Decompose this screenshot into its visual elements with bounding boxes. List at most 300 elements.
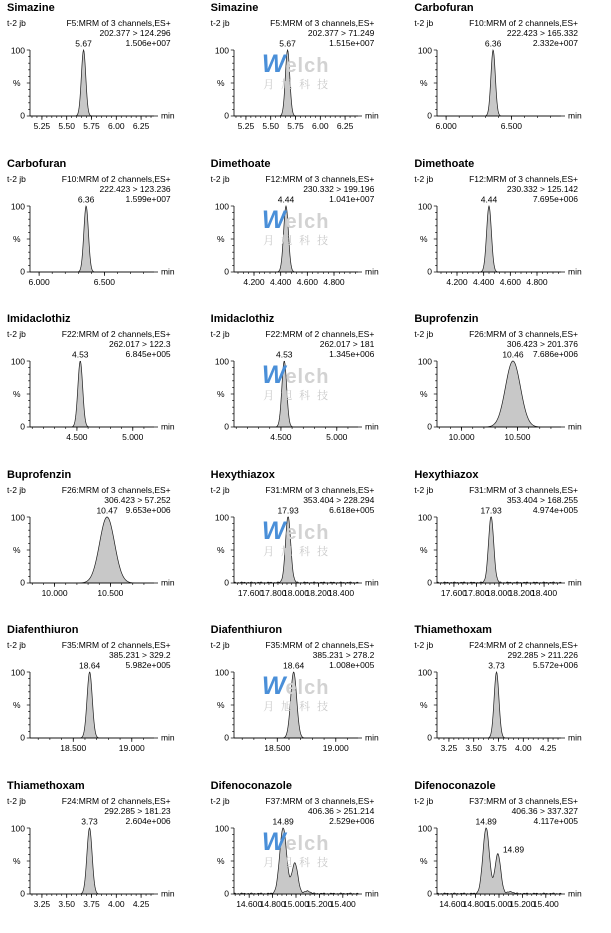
x-tick-label: 6.25 [336,121,354,131]
watermark-w-icon: W [261,827,286,856]
y-axis-max-label: 100 [418,201,433,211]
x-tick-label: 10.500 [97,587,124,598]
sample-id: t-2 jb [7,173,26,184]
x-tick-label: 4.800 [323,276,345,287]
peak-area [234,361,358,427]
transition-info: 202.377 > 71.249 [307,28,375,38]
intensity-value: 4.117e+005 [533,815,578,826]
watermark-brand: Welch [261,672,330,700]
intensity-value: 2.604e+006 [125,815,171,826]
x-tick-label: 14.800 [259,898,286,909]
x-tick-label: 14.600 [235,898,262,909]
chromatogram-plot[interactable] [0,156,204,312]
x-tick-label: 3.75 [490,743,508,753]
function-info: F10:MRM of 2 channels,ES+ [469,18,578,28]
x-axis-unit-label: min [160,576,175,588]
peak-area [234,517,358,583]
intensity-value: 5.572e+006 [532,660,578,670]
transition-info: 385.231 > 329.2 [108,650,171,660]
function-info: F22:MRM of 2 channels,ES+ [265,329,375,339]
function-info: F37:MRM of 3 channels,ES+ [265,795,375,806]
watermark-chinese-text: 月旭科技 [263,234,336,247]
x-tick-label: 3.25 [33,898,51,909]
x-axis-unit-label: min [160,421,175,432]
x-tick-label: 17.800 [260,587,287,598]
compound-title: Difenoconazole [210,779,292,792]
watermark-brand: Welch [261,361,330,389]
y-axis-max-label: 100 [10,511,25,523]
y-axis-min-label: 0 [223,421,229,432]
y-axis-max-label: 100 [214,667,229,678]
chromatogram-panel[interactable] [407,778,611,933]
peak-rt-label: 10.47 [96,504,118,516]
chromatogram-plot[interactable] [407,156,611,312]
x-tick-label: 3.50 [58,898,75,909]
y-axis-unit-label: % [216,700,225,710]
x-tick-label: 15.200 [509,898,536,909]
compound-title: Diafenthiuron [7,624,79,636]
compound-title: Hexythiazox [210,468,275,481]
x-axis-unit-label: min [364,266,379,276]
compound-title: Buprofenzin [414,313,479,325]
sample-id: t-2 jb [414,18,434,28]
x-tick-label: 6.500 [501,121,523,131]
x-tick-label: 18.000 [486,587,513,598]
x-tick-label: 4.25 [540,743,557,753]
x-tick-label: 4.200 [243,276,265,287]
y-axis-max-label: 100 [10,822,25,834]
x-axis-unit-label: min [160,265,175,277]
x-tick-label: 4.00 [108,898,125,909]
function-info: F35:MRM of 2 channels,ES+ [61,640,171,650]
sample-id: t-2 jb [210,484,230,495]
transition-info: 222.423 > 123.236 [99,183,171,194]
sample-id: t-2 jb [414,173,434,184]
intensity-value: 4.974e+005 [532,504,578,515]
intensity-value: 1.041e+007 [329,193,375,204]
x-tick-label: 4.800 [526,276,548,287]
x-tick-label: 18.400 [531,587,558,598]
sample-id: t-2 jb [210,18,230,28]
peak-rt-label: 3.73 [81,815,98,827]
x-tick-label: 19.000 [322,743,349,753]
x-tick-label: 14.600 [439,898,466,909]
intensity-value: 1.599e+007 [125,193,171,204]
x-tick-label: 5.75 [286,121,304,131]
y-axis-unit-label: % [420,700,428,710]
x-tick-label: 6.25 [132,120,150,132]
sample-id: t-2 jb [210,173,230,184]
sample-id: t-2 jb [414,329,434,339]
y-axis-unit-label: % [216,855,225,866]
compound-title: Carbofuran [414,2,474,14]
compound-title: Buprofenzin [7,468,72,481]
x-tick-label: 5.000 [122,431,144,443]
peak-rt-label: 4.44 [481,194,498,204]
y-axis-min-label: 0 [20,110,25,121]
transition-info: 292.285 > 181.23 [104,805,171,816]
chromatogram-plot[interactable] [0,467,204,623]
chromatogram-panel[interactable] [0,467,204,623]
compound-title: Simazine [7,2,55,14]
peak-area [30,206,154,272]
x-tick-label: 19.000 [118,742,145,754]
y-axis-unit-label: % [12,544,21,555]
peak-area [234,672,358,738]
sample-id: t-2 jb [7,18,26,28]
intensity-value: 7.686e+006 [532,349,578,359]
chromatogram-panel[interactable] [407,622,611,778]
chromatogram-plot[interactable] [407,467,611,623]
peak-area [437,517,561,583]
y-axis-unit-label: % [216,233,225,244]
intensity-value: 2.529e+006 [329,815,375,826]
sample-id: t-2 jb [210,329,230,339]
x-tick-label: 15.400 [329,898,356,909]
transition-info: 222.423 > 165.332 [506,28,578,38]
transition-info: 406.36 > 337.327 [511,805,578,816]
peak-rt-label: 5.67 [75,38,92,49]
x-tick-label: 4.400 [269,276,291,287]
y-axis-min-label: 0 [427,110,433,121]
x-tick-label: 10.500 [504,432,531,442]
watermark-w-icon: W [261,672,286,700]
x-tick-label: 15.200 [306,898,333,909]
y-axis-max-label: 100 [10,45,25,56]
y-axis-max-label: 100 [10,667,25,678]
chromatogram-panel[interactable] [0,0,204,156]
intensity-value: 6.618e+005 [329,504,375,515]
chromatogram-panel[interactable] [407,156,611,312]
peak-rt-label: 17.93 [480,505,503,515]
y-axis-min-label: 0 [223,110,229,121]
intensity-value: 6.845e+005 [125,349,171,359]
x-axis-unit-label: min [568,732,583,743]
chromatogram-panel[interactable] [204,467,408,623]
transition-info: 230.332 > 199.196 [303,183,375,194]
x-tick-label: 5.50 [58,120,75,132]
function-info: F31:MRM of 3 channels,ES+ [265,484,375,495]
compound-title: Imidaclothiz [210,313,275,325]
chromatogram-panel[interactable] [0,778,204,933]
function-info: F22:MRM of 2 channels,ES+ [61,329,171,339]
y-axis-unit-label: % [12,77,21,89]
compound-title: Simazine [210,2,259,14]
function-info: F31:MRM of 3 channels,ES+ [469,484,578,495]
function-info: F37:MRM of 3 channels,ES+ [469,795,578,806]
peak-rt-label: 4.53 [275,349,293,360]
y-axis-unit-label: % [420,78,428,88]
peak-area [30,828,154,894]
peak-area [30,361,154,427]
chromatogram-plot[interactable] [407,0,611,156]
chromatogram-plot[interactable] [204,622,408,778]
x-axis-unit-label: min [568,888,583,898]
transition-info: 292.285 > 211.226 [507,650,578,660]
y-axis-unit-label: % [420,389,428,399]
peak-rt-label: 14.89 [475,816,498,826]
x-axis-unit-label: min [160,887,175,899]
transition-info: 230.332 > 125.142 [506,183,578,194]
x-tick-label: 6.00 [108,120,125,132]
compound-title: Imidaclothiz [7,313,71,325]
chromatogram-panel[interactable] [204,156,408,312]
y-axis-min-label: 0 [427,421,433,432]
watermark-w-icon: W [261,205,286,234]
y-axis-min-label: 0 [223,577,229,587]
function-info: F10:MRM of 2 channels,ES+ [61,173,171,184]
y-axis-unit-label: % [216,389,225,399]
x-tick-label: 4.600 [296,276,318,287]
x-tick-label: 3.25 [440,743,458,753]
sample-id: t-2 jb [7,484,26,495]
y-axis-max-label: 100 [418,823,433,833]
peak-area [30,50,154,116]
watermark-chinese-text: 月旭科技 [263,701,336,713]
peak-rt-label: 18.64 [282,660,304,671]
x-tick-label: 5.50 [262,121,279,131]
chromatogram-plot[interactable] [204,311,408,467]
chromatogram-panel[interactable] [407,311,611,467]
x-tick-label: 10.000 [448,432,475,442]
peak-rt-label: 6.36 [485,38,502,49]
x-axis-unit-label: min [364,110,379,121]
y-axis-min-label: 0 [427,888,433,898]
chromatogram-panel[interactable] [204,311,408,467]
transition-info: 353.404 > 228.294 [303,494,375,505]
watermark-w-icon: W [261,516,286,545]
sample-id: t-2 jb [414,484,434,495]
peak-rt-label: 6.36 [77,193,95,205]
compound-title: Dimethoate [414,157,475,170]
x-tick-label: 18.500 [263,743,290,753]
transition-info: 385.231 > 278.2 [312,650,375,660]
watermark-chinese-text: 月旭科技 [263,856,336,869]
peak-area [437,672,561,738]
x-tick-label: 17.800 [463,587,490,598]
intensity-value: 5.982e+005 [125,660,171,670]
watermark-w-icon: W [261,361,286,389]
intensity-value: 1.008e+005 [329,660,375,670]
y-axis-max-label: 100 [214,823,229,833]
x-tick-label: 18.200 [305,587,332,598]
watermark-brand: Welch [261,205,330,234]
x-tick-label: 4.00 [515,743,532,753]
sample-id: t-2 jb [7,795,26,806]
peak-area [30,517,154,583]
chromatogram-plot[interactable] [0,622,204,778]
chromatogram-panel[interactable] [204,778,408,933]
x-tick-label: 18.200 [508,587,535,598]
y-axis-min-label: 0 [223,732,229,743]
x-tick-label: 10.000 [41,587,68,598]
x-tick-label: 18.000 [282,587,309,598]
x-tick-label: 6.00 [311,121,329,131]
x-axis-unit-label: min [568,421,583,432]
chromatogram-plot[interactable] [204,778,408,933]
watermark-chinese-text: 月旭科技 [263,79,336,91]
y-axis-max-label: 100 [214,45,229,56]
peak-area [234,828,358,894]
chromatogram-plot[interactable] [204,0,408,156]
watermark-brand: Welch [261,827,330,856]
y-axis-min-label: 0 [427,732,433,743]
peak-area [437,206,561,272]
chromatogram-panel[interactable] [204,0,408,156]
intensity-value: 1.515e+007 [329,38,375,48]
compound-title: Difenoconazole [414,779,496,792]
x-tick-label: 3.75 [83,898,100,909]
chromatogram-plot[interactable] [407,778,611,933]
y-axis-unit-label: % [12,388,21,400]
watermark-brand: Welch [261,516,330,545]
x-axis-unit-label: min [568,266,583,276]
function-info: F24:MRM of 2 channels,ES+ [61,795,171,806]
transition-info: 202.377 > 124.296 [99,28,171,38]
function-info: F12:MRM of 3 channels,ES+ [265,173,375,184]
x-axis-unit-label: min [364,888,379,898]
chromatogram-panel[interactable] [204,622,408,778]
x-axis-unit-label: min [364,421,379,432]
chromatogram-panel[interactable] [407,467,611,623]
transition-info: 406.36 > 251.214 [307,805,375,816]
x-tick-label: 15.000 [486,898,513,909]
function-info: F26:MRM of 3 channels,ES+ [469,329,578,339]
y-axis-max-label: 100 [10,200,25,212]
y-axis-min-label: 0 [223,888,229,898]
peak-area [437,50,561,116]
intensity-value: 7.695e+006 [532,193,578,204]
sample-id: t-2 jb [210,640,230,650]
transition-info: 306.423 > 201.376 [506,339,578,349]
x-axis-unit-label: min [160,732,175,743]
transition-info: 262.017 > 181 [319,339,375,349]
x-tick-label: 17.600 [441,587,468,598]
chromatogram-plot[interactable] [0,311,204,467]
peak-rt-label: 17.93 [277,505,299,515]
x-tick-label: 5.25 [237,121,254,131]
compound-title: Thiamethoxam [414,624,492,636]
peak-area [234,206,358,272]
y-axis-unit-label: % [420,855,428,866]
function-info: F26:MRM of 3 channels,ES+ [61,484,171,495]
chromatogram-plot[interactable] [204,156,408,312]
y-axis-unit-label: % [12,699,21,711]
y-axis-max-label: 100 [214,512,229,522]
y-axis-min-label: 0 [20,421,25,432]
y-axis-unit-label: % [216,544,225,555]
chromatogram-panel[interactable] [0,622,204,778]
y-axis-unit-label: % [12,855,21,866]
watermark-brand: Welch [261,50,330,78]
y-axis-min-label: 0 [20,576,25,588]
y-axis-unit-label: % [12,233,21,244]
peak-rt-label: 4.44 [277,194,294,204]
peak-rt-label: 10.46 [502,349,524,360]
compound-title: Thiamethoxam [7,779,85,792]
y-axis-max-label: 100 [418,45,433,56]
chromatogram-plot[interactable] [204,467,408,623]
x-tick-label: 5.25 [33,120,51,132]
y-axis-unit-label: % [420,233,428,244]
chromatogram-panel[interactable] [0,311,204,467]
x-axis-unit-label: min [160,110,175,121]
transition-info: 306.423 > 57.252 [104,494,171,505]
x-tick-label: 5.000 [325,432,348,442]
function-info: F12:MRM of 3 channels,ES+ [469,173,578,184]
function-info: F5:MRM of 3 channels,ES+ [270,18,375,28]
transition-info: 353.404 > 168.255 [506,494,578,505]
y-axis-min-label: 0 [427,266,433,276]
chromatogram-plot[interactable] [0,778,204,933]
x-tick-label: 15.400 [533,898,560,909]
x-tick-label: 17.600 [237,587,264,598]
y-axis-max-label: 100 [418,512,433,522]
y-axis-min-label: 0 [223,266,229,276]
function-info: F5:MRM of 3 channels,ES+ [66,18,171,28]
peak-area [437,828,561,894]
function-info: F35:MRM of 2 channels,ES+ [265,640,375,650]
x-tick-label: 14.800 [462,898,489,909]
x-tick-label: 4.400 [473,276,495,287]
chromatogram-panel[interactable] [407,0,611,156]
y-axis-max-label: 100 [214,356,229,367]
peak-area [437,361,561,427]
y-axis-max-label: 100 [10,356,25,367]
intensity-value: 1.345e+006 [329,349,375,359]
x-tick-label: 5.75 [83,120,100,132]
y-axis-max-label: 100 [418,356,433,367]
chromatogram-plot[interactable] [0,0,204,156]
compound-title: Diafenthiuron [210,624,283,636]
x-tick-label: 4.600 [500,276,522,287]
x-axis-unit-label: min [568,110,583,121]
watermark-chinese-text: 月旭科技 [263,390,336,402]
peak-rt-label: 3.73 [488,660,506,671]
x-tick-label: 6.000 [28,276,50,287]
x-tick-label: 4.500 [66,431,88,443]
chromatogram-panel[interactable] [0,156,204,312]
y-axis-max-label: 100 [214,201,229,211]
chromatogram-plot[interactable] [407,311,611,467]
y-axis-min-label: 0 [20,732,25,743]
chromatogram-plot[interactable] [407,622,611,778]
function-info: F24:MRM of 2 channels,ES+ [469,640,578,650]
x-axis-unit-label: min [364,732,379,743]
y-axis-unit-label: % [216,78,225,88]
sample-id: t-2 jb [210,795,230,806]
x-tick-label: 4.25 [132,898,150,909]
sample-id: t-2 jb [7,640,26,650]
peak-rt-label: 18.64 [79,660,101,671]
x-tick-label: 18.500 [60,742,87,754]
intensity-value: 2.332e+007 [532,38,578,48]
y-axis-min-label: 0 [20,265,25,277]
x-axis-unit-label: min [364,577,379,587]
compound-title: Carbofuran [7,157,67,170]
sample-id: t-2 jb [7,329,26,339]
x-tick-label: 6.000 [435,121,458,131]
intensity-value: 1.506e+007 [125,38,171,48]
compound-title: Hexythiazox [414,468,479,481]
peak-rt-label: 14.89 [272,816,294,826]
x-tick-label: 15.000 [282,898,309,909]
transition-info: 262.017 > 122.3 [108,339,171,349]
y-axis-min-label: 0 [20,887,25,899]
compound-title: Dimethoate [210,157,271,170]
intensity-value: 9.653e+006 [125,504,171,515]
peak-rt-label: 4.53 [72,349,89,360]
